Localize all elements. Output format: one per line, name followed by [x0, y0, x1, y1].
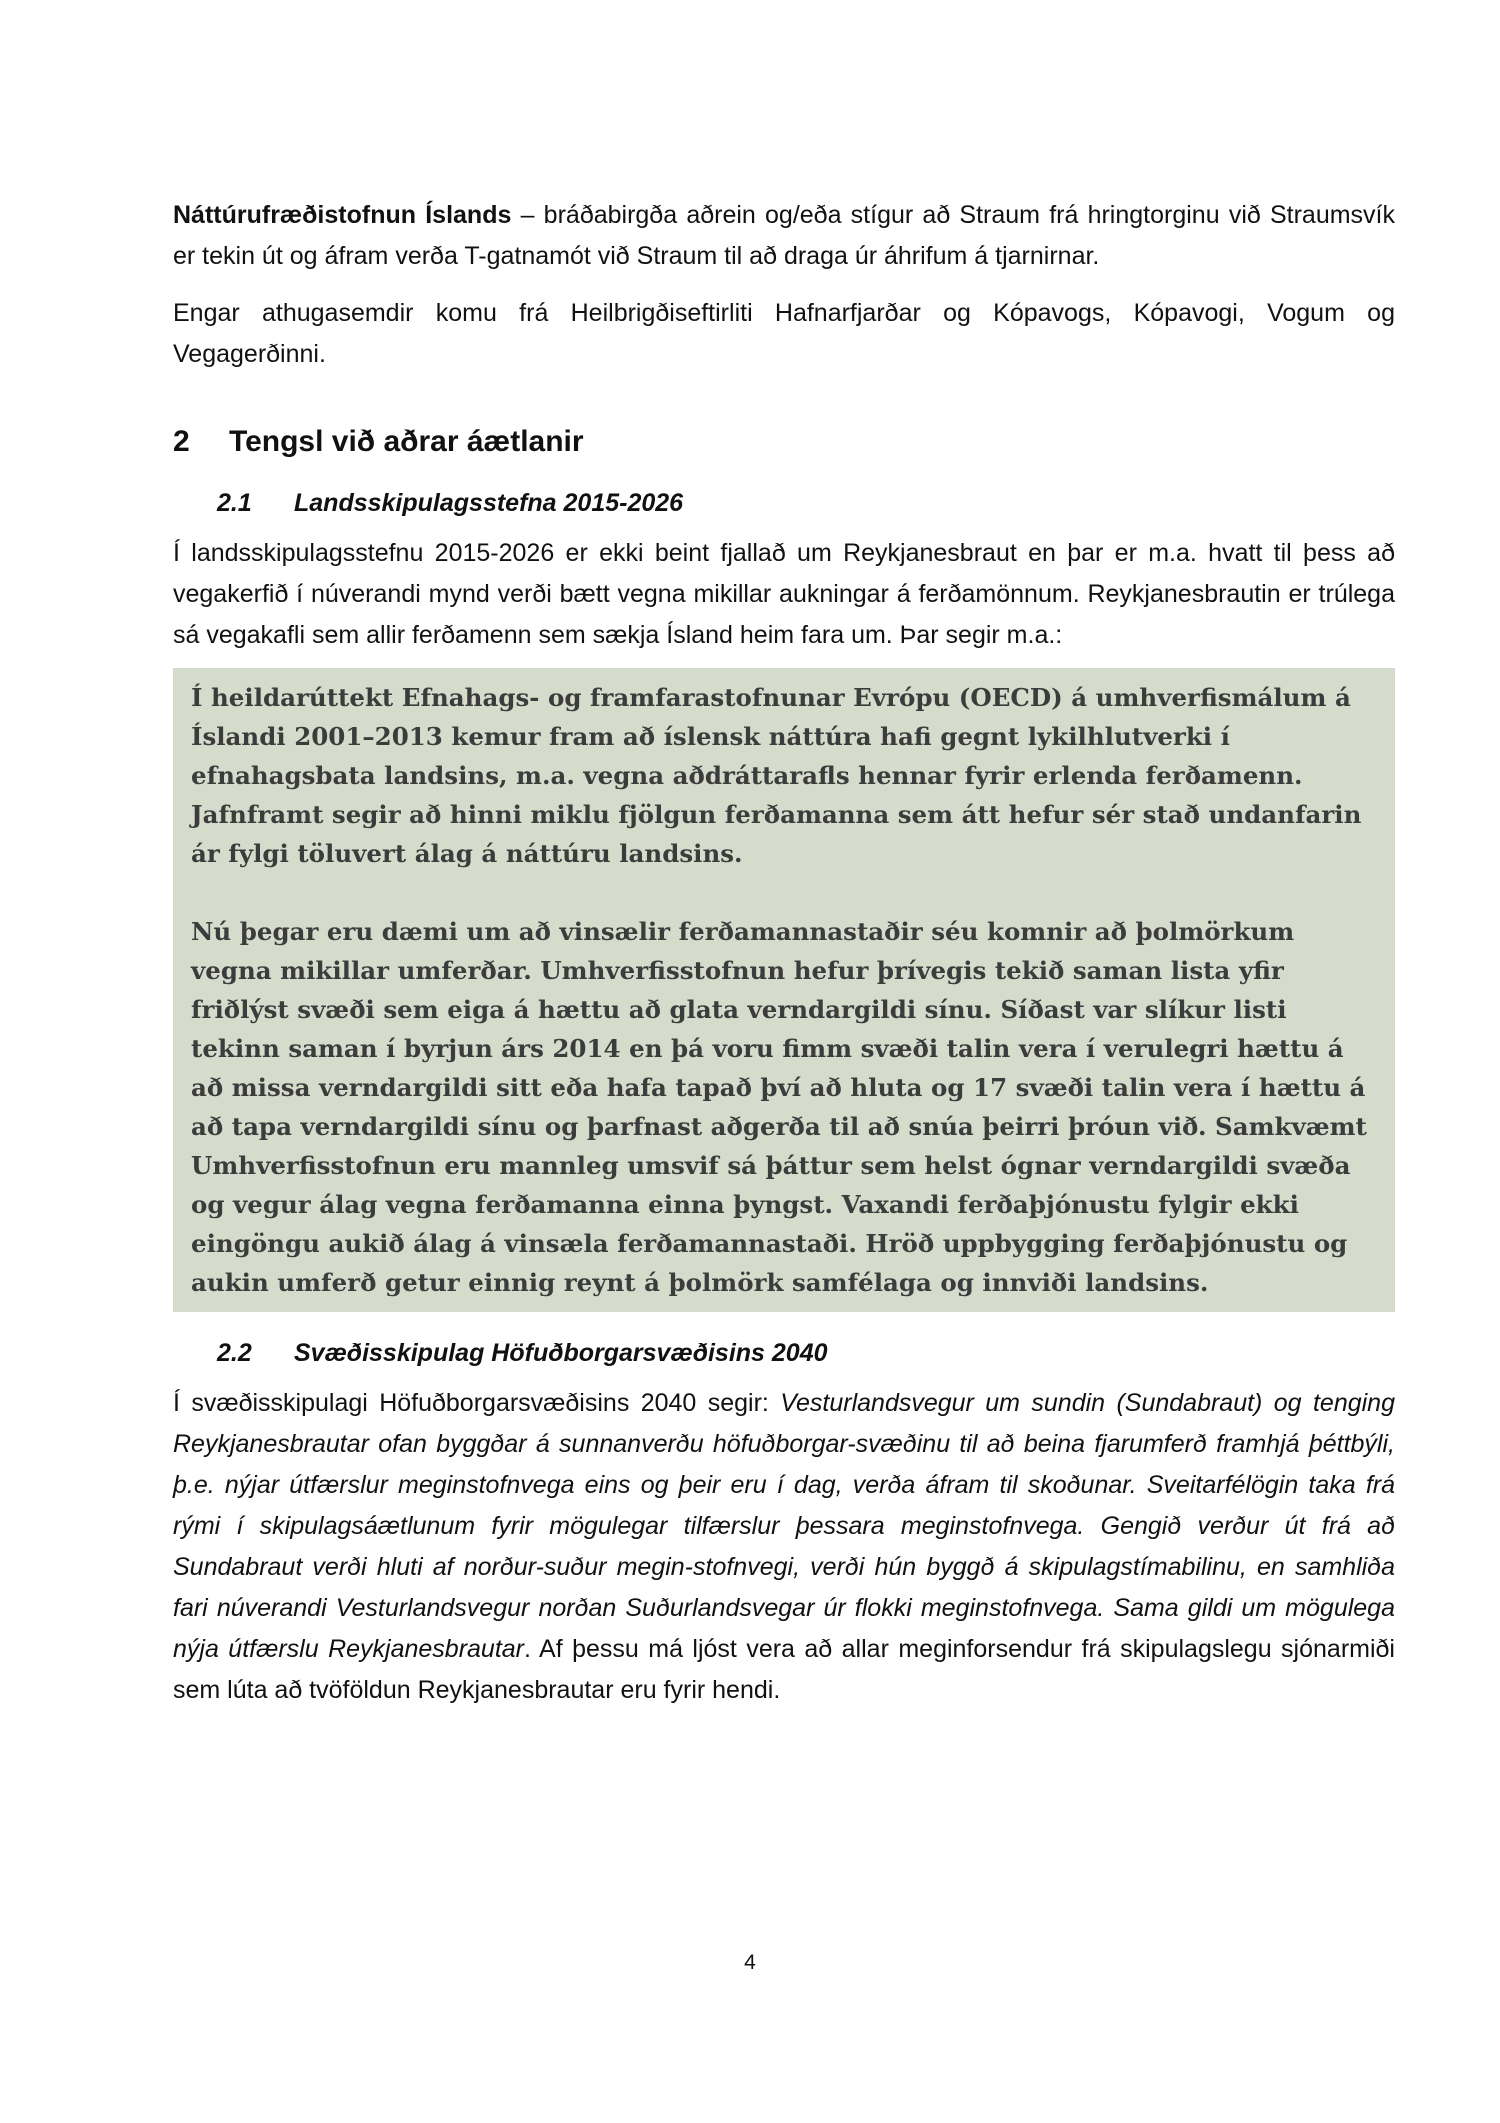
document-page: [173, 195, 1395, 1711]
section-2-1-number: 2.1: [217, 489, 252, 517]
quote-paragraph-1: Í heildarúttekt Efnahags- og framfarastofnunar Evrópu (OECD) á umhverfismálum á Íslandi 2001–2013 kemur fram að íslensk náttúra hafi gegnt lykilhlutverki í efnahagsbata landsins, m.a. vegna aðdráttarafls hennar fyrir erlenda ferðamenn. Jafnframt segir að hinni miklu fjölgun ferðamanna sem átt hefur sér stað undanfarin ár fylgi töluvert álag á náttúru landsins.: [191, 683, 1362, 868]
organization-name: Náttúrufræðistofnun Íslands: [173, 201, 512, 229]
intro-paragraph-1-text: – bráðabirgða aðrein og/eða stígur að Straum frá hringtorginu við Straumsvík er tekin út og áfram verða T-gatnamót við Straum til að draga úr áhrifum á tjarnirnar.: [173, 201, 1395, 270]
intro-paragraph-1: [173, 195, 1395, 277]
section-2-2-heading: [173, 1336, 1395, 1370]
section-2-2-conclusion: . Af þessu má ljóst vera að allar meginforsendur frá skipulagslegu sjónarmiði sem lúta að tvöföldun Reykjanesbrautar eru fyrir hendi.: [173, 1635, 1395, 1704]
section-2-2-number: 2.2: [217, 1339, 252, 1367]
intro-paragraph-2: Engar athugasemdir komu frá Heilbrigðiseftirliti Hafnarfjarðar og Kópavogs, Kópavogi, Vogum og Vegagerðinni.: [173, 299, 1395, 368]
section-2-2-title: Svæðisskipulag Höfuðborgarsvæðisins 2040: [294, 1339, 828, 1367]
section-2-2-citation: Vesturlandsvegur um sundin (Sundabraut) og tenging Reykjanesbrautar ofan byggðar á sunnanverðu höfuðborgar-svæðinu til að beina fjarumferð framhjá þéttbýli, þ.e. nýjar útfærslur meginstofnvega eins og þeir eru í dag, verða áfram til skoðunar. Sveitarfélögin taka frá rými í skipulagsáætlunum fyrir mögulegar tilfærslur þessara meginstofnvega. Gengið verður út frá að Sundabraut verði hluti af norður-suður megin-stofnvegi, verði hún byggð á skipulagstímabilinu, en samhliða fari núverandi Vesturlandsvegur norðan Suðurlandsvegar úr flokki meginstofnvega. Sama gildi um mögulega nýja útfærslu Reykjanesbrautar: [173, 1389, 1395, 1663]
quote-paragraph-2: Nú þegar eru dæmi um að vinsælir ferðamannastaðir séu komnir að þolmörkum vegna mikillar umferðar. Umhverfisstofnun hefur þrívegis tekið saman lista yfir friðlýst svæði sem eiga á hættu að glata verndargildi sínu. Síðast var slíkur listi tekinn saman í byrjun árs 2014 en þá voru fimm svæði talin vera í verulegri hættu á að missa verndargildi sitt eða hafa tapað því að hluta og 17 svæði talin vera í hættu á að tapa verndargildi sínu og þarfnast aðgerða til að snúa þeirri þróun við. Samkvæmt Umhverfisstofnun eru mannleg umsvif sá þáttur sem helst ógnar verndargildi svæða og vegur álag vegna ferðamanna einna þyngst. Vaxandi ferðaþjónustu fylgir ekki eingöngu aukið álag á vinsæla ferðamannastaði. Hröð uppbygging ferðaþjónustu og aukin umferð getur einnig reynt á þolmörk samfélaga og innviði landsins.: [191, 917, 1367, 1297]
section-2-number: 2: [173, 425, 190, 458]
quote-block: [173, 668, 1395, 1312]
section-2-2-paragraph: [173, 1383, 1395, 1711]
page-number: 4: [744, 1951, 756, 1974]
section-2-title: Tengsl við aðrar áætlanir: [229, 425, 584, 458]
section-2-1-paragraph: Í landsskipulagsstefnu 2015-2026 er ekki beint fjallað um Reykjanesbraut en þar er m.a. hvatt til þess að vegakerfið í núverandi mynd verði bætt vegna mikillar aukningar á ferðamönnum. Reykjanesbrautin er trúlega sá vegakafli sem allir ferðamenn sem sækja Ísland heim fara um. Þar segir m.a.:: [173, 539, 1395, 649]
section-2-heading: [173, 422, 1395, 462]
section-2-1-heading: [173, 486, 1395, 520]
section-2-2-lead: Í svæðisskipulagi Höfuðborgarsvæðisins 2040 segir:: [173, 1389, 781, 1417]
section-2-1-title: Landsskipulagsstefna 2015-2026: [294, 489, 684, 517]
